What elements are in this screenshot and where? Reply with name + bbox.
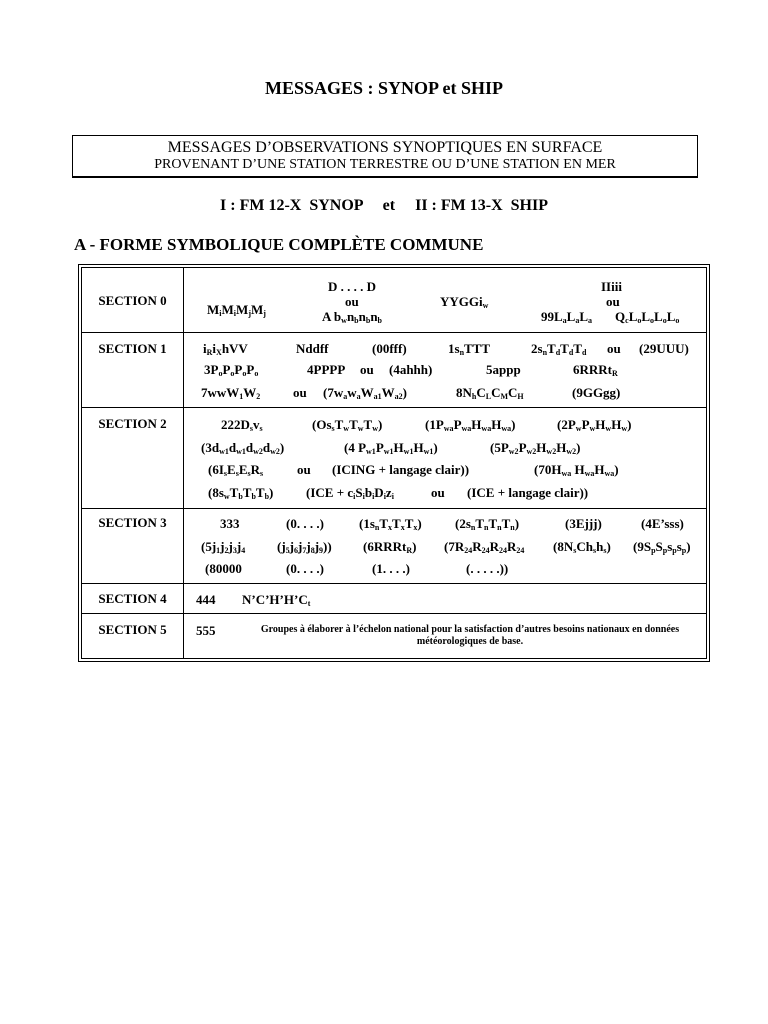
group-ou: ou (606, 294, 620, 309)
group-1snTxTxTx: $(1s_nT_xT_xT_x)$ (359, 516, 422, 532)
row-divider (82, 508, 706, 509)
group-6rrrtr: 6RRRt$_R$ (573, 362, 618, 378)
group-ou: ou (293, 385, 307, 400)
group-irixhvv: $i_Ri_XhVV$ (203, 341, 248, 357)
group-ou: ou (431, 485, 445, 500)
group-yyggiw: YYGGi$_w$ (440, 294, 489, 310)
group-4pw1pw1hw1hw1: (4 $P_{w1}P_{w1}H_{w1}H_{w1}$) (344, 440, 438, 456)
column-divider (183, 268, 184, 658)
group-4ahhh: (4ahhh) (389, 362, 433, 377)
group-ou: ou (345, 294, 359, 309)
group-ou: ou (607, 341, 621, 356)
group-nchhct: $N’C’H’H’C_t$ (242, 592, 311, 608)
group-iiiii: IIiii (601, 279, 622, 294)
section-2-label: SECTION 2 (98, 416, 167, 431)
group-icing: (ICING + langage clair)) (332, 462, 470, 477)
group-5pw2pw2hw2hw2: $(5P_{w2}P_{w2}H_{w2}H_{w2})$ (490, 440, 581, 456)
row-divider (82, 613, 706, 614)
group-3dw1dw1dw2dw2: $(3d_{w1}d_{w1}d_{w2}d_{w2})$ (201, 440, 285, 456)
group-333: 333 (220, 516, 240, 531)
group-80000: (80000 (205, 561, 242, 576)
group-7wawawa1wa2: $(7w_aw_aW_{a1}W_{a2})$ (323, 385, 407, 401)
section-0-label: SECTION 0 (98, 293, 167, 308)
group-1-dots: (1. . . .) (372, 561, 410, 576)
row-divider (82, 332, 706, 333)
row-divider (82, 583, 706, 584)
section-5-label: SECTION 5 (98, 622, 167, 637)
group-99lalala: $99L_aL_aL_a$ (541, 309, 593, 325)
section-3-label: SECTION 3 (98, 515, 167, 530)
group-6rrrtr-s3: (6RRRt$_R$) (363, 539, 417, 555)
page-title: MESSAGES : SYNOP et SHIP (264, 78, 504, 98)
group-6isesesrs: ($6I_sE_sE_sR_s$ (208, 462, 264, 478)
form-subtitle: I : FM 12-X SYNOP et II : FM 13-X SHIP (220, 197, 548, 214)
group-ou: ou (297, 462, 311, 477)
group-2sntdtdtd: $2s_nT_dT_dT_d$ (531, 341, 587, 357)
group-2snTnTnTn: $(2s_nT_nT_nT_n)$ (455, 516, 520, 532)
group-nddff: Nddff (296, 341, 329, 356)
group-8nhclcmch: $8N_hC_LC_MC_H$ (456, 385, 524, 401)
group-j5j6j7j8j9: $(j_5j_6j_7j_8j_9)$) (277, 539, 332, 555)
group-9gggg: (9GGgg) (572, 385, 621, 400)
group-444: 444 (196, 592, 216, 607)
group-5j1j2j3j4: ($5j_1j_2j_3j_4$ (201, 539, 246, 555)
group-1snttt: $1s_nTTT$ (448, 341, 491, 357)
group-8nschshs: $(8N_sCh_sh_s)$ (553, 539, 611, 555)
group-qclololo: $Q_cL_oL_oL_oL_o$ (615, 309, 680, 325)
box-line-1: MESSAGES D’OBSERVATIONS SYNOPTIQUES EN SURFACE (167, 139, 603, 156)
group-0sstwtwtw: $(Os_sT_wT_wT_w)$ (312, 417, 383, 433)
group-70hwahwahwa: ($70H_{wa}$ $H_{wa}H_{wa}$) (534, 462, 619, 478)
group-3popopopo: $3P_oP_oP_oP_o$ (204, 362, 259, 378)
group-29uuu: (29UUU) (639, 341, 689, 356)
group-dots: (. . . . .)) (466, 561, 509, 576)
group-mimimjmj: $M_iM_iM_jM_j$ (207, 302, 266, 318)
group-7wwww1w2: $7wwW_1W_2$ (201, 385, 261, 401)
group-222dsvs: $222D_sv_s$ (221, 417, 263, 433)
group-8swtbtbtb: $(8s_wT_bT_bT_b)$ (208, 485, 274, 501)
group-0-dots: (0. . . .) (286, 561, 324, 576)
group-9spspspsp: $(9S_pS_ps_ps_p)$ (633, 539, 691, 555)
group-0-dots: (0. . . .) (286, 516, 324, 531)
group-abwnbnbnb: A $b_wn_bn_bn_b$ (322, 309, 382, 325)
group-4pppp: 4PPPP (307, 362, 346, 377)
group-3ejjj: (3Ejjj) (565, 516, 602, 531)
section-heading: A - FORME SYMBOLIQUE COMPLÈTE COMMUNE (74, 235, 484, 254)
row-divider (82, 407, 706, 408)
group-555: 555 (196, 623, 216, 638)
group-00fff: (00fff) (372, 341, 407, 356)
group-4esss: (4E’sss) (641, 516, 684, 531)
group-ou: ou (360, 362, 374, 377)
group-dd: D . . . . D (328, 279, 377, 294)
section-5-note: Groupes à élaborer à l’échelon national pour la satisfaction d’autres besoins nationaux en données météorologiques de base. (260, 624, 680, 647)
group-1pwapwahwahwa: $(1P_{wa}P_{wa}H_{wa}H_{wa})$ (425, 417, 516, 433)
section-4-label: SECTION 4 (98, 591, 167, 606)
group-5appp: 5appp (486, 362, 521, 377)
section-1-label: SECTION 1 (98, 341, 167, 356)
group-2pwpwhwhw: $(2P_wP_wH_wH_w)$ (557, 417, 632, 433)
group-ice-cisibidizi: ($ICE + c_iS_ib_iD_iz_i$ (306, 485, 394, 501)
code-table (81, 267, 707, 659)
box-line-2: PROVENANT D’UNE STATION TERRESTRE OU D’UNE STATION EN MER (154, 157, 616, 172)
title-box (72, 135, 698, 178)
group-7r24r24r24r24: ($7R_{24}R_{24}R_{24}R_{24}$ (444, 539, 525, 555)
group-ice-clair: (ICE + langage clair)) (467, 485, 589, 500)
